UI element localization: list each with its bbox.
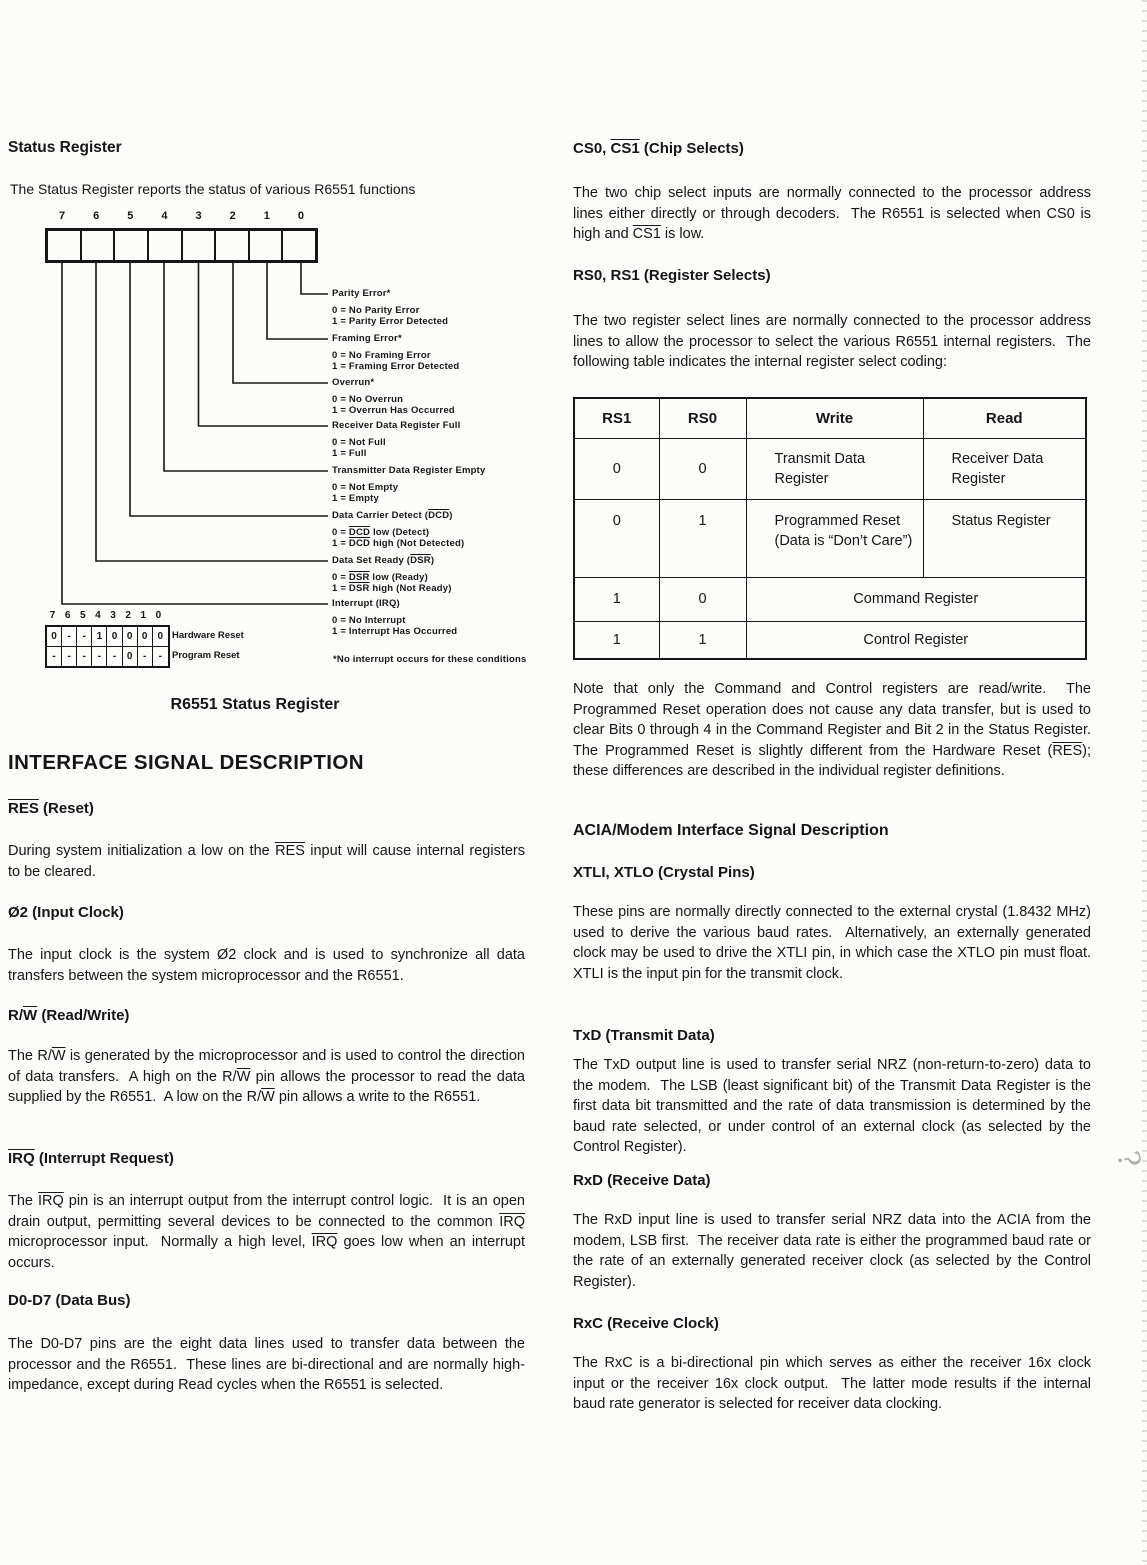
res-body: During system initialization a low on the $\overline{RES}$ input will cause internal registers to be cleared. bbox=[8, 843, 530, 880]
bit-label-name: Framing Error* bbox=[332, 333, 402, 344]
write-cell: Programmed Reset (Data is “Don’t Care”) bbox=[746, 499, 923, 577]
bit-label-value0: 0 = No Parity Error bbox=[332, 305, 420, 316]
register-select-table bbox=[573, 397, 1087, 660]
status-register-heading: Status Register bbox=[8, 139, 122, 156]
txd-body: The TxD output line is used to transfer serial NRZ (non-return-to-zero) data to the modem. The LSB (least significant bit) of the Transmit Data Register is the first data bit transmitted and the rate of data transmission is determined by the baud rate selected, or under control of an external clock (as selected by the Control Register). bbox=[573, 1057, 1096, 1156]
res-heading: $\overline{RES}$ (Reset) bbox=[8, 800, 94, 817]
hw-reset-b3: 0 bbox=[107, 627, 122, 646]
command-register-cell: Command Register bbox=[746, 577, 1086, 621]
hardware-reset-row bbox=[47, 627, 168, 647]
rs0-cell: 1 bbox=[659, 621, 746, 659]
bit-label-value1: $1 = \overline{DSR}$ high (Not Ready) bbox=[332, 583, 452, 594]
status-register-intro: The Status Register reports the status of various R6551 functions bbox=[10, 181, 416, 197]
bit-label-value1: 1 = Framing Error Detected bbox=[332, 361, 460, 372]
bit0-parity-error-label bbox=[332, 288, 448, 327]
bit-label-name: Data Set Ready $(\overline{DSR})$ bbox=[332, 555, 435, 566]
bit-label-value0: 0 = No Interrupt bbox=[332, 615, 406, 626]
status-register-box bbox=[45, 228, 318, 263]
bit-label-value1: 1 = Overrun Has Occurred bbox=[332, 405, 455, 416]
write-cell: Transmit Data Register bbox=[746, 438, 923, 499]
read-cell: Receiver Data Register bbox=[923, 438, 1086, 499]
register-bit-cell-3 bbox=[183, 231, 217, 260]
pg-reset-b2: 0 bbox=[123, 647, 138, 666]
hw-reset-b4: 1 bbox=[92, 627, 107, 646]
reset-table-bit-numbers bbox=[45, 610, 166, 621]
bit6-dsr-label bbox=[332, 555, 452, 594]
pg-reset-b5: - bbox=[77, 647, 92, 666]
bit-label-value0: $0 = \overline{DCD}$ low (Detect) bbox=[332, 527, 430, 538]
bit-number-1: 1 bbox=[263, 210, 270, 222]
bit-label-value0: 0 = Not Full bbox=[332, 437, 386, 448]
pg-reset-b7: - bbox=[47, 647, 62, 666]
bit-number-6: 6 bbox=[93, 210, 100, 222]
bit-label-name: Interrupt (IRQ) bbox=[332, 598, 400, 609]
bit-label-name: Receiver Data Register Full bbox=[332, 420, 461, 431]
bit-number-4: 4 bbox=[161, 210, 168, 222]
rxd-heading: RxD (Receive Data) bbox=[573, 1172, 711, 1189]
bit-number-5: 5 bbox=[127, 210, 134, 222]
register-bit-cell-7 bbox=[48, 231, 82, 260]
txd-heading: TxD (Transmit Data) bbox=[573, 1027, 715, 1044]
hw-reset-b7: 0 bbox=[47, 627, 62, 646]
register-bit-cell-5 bbox=[115, 231, 149, 260]
program-reset-label: Program Reset bbox=[172, 650, 240, 661]
register-bit-cell-6 bbox=[82, 231, 116, 260]
diagram-caption: R6551 Status Register bbox=[170, 696, 340, 713]
acia-modem-heading: ACIA/Modem Interface Signal Description bbox=[573, 822, 889, 839]
rs0-cell: 1 bbox=[659, 499, 746, 577]
register-selects-body: The two register select lines are normally connected to the processor address lines to allow the processor to select the various R6551 internal registers. The following table indicates the internal register select coding: bbox=[573, 313, 1096, 371]
bit-number-2: 2 bbox=[229, 210, 236, 222]
interface-signal-heading: INTERFACE SIGNAL DESCRIPTION bbox=[8, 751, 364, 774]
rxc-heading: RxC (Receive Clock) bbox=[573, 1315, 719, 1332]
input-clock-heading: Ø2 (Input Clock) bbox=[8, 904, 124, 921]
table-row-11 bbox=[574, 621, 1086, 659]
bit-label-value1: 1 = Empty bbox=[332, 493, 379, 504]
hardware-reset-label: Hardware Reset bbox=[172, 630, 244, 641]
scan-edge-noise bbox=[1142, 0, 1147, 1565]
crystal-pins-body: These pins are normally directly connected to the external crystal (1.8432 MHz) used to derive the various baud rates. Alternatively, an externally generated clock may be used to drive the XTLI pin, in which case the XTLO pin must float. XTLI is the input pin for the transmit clock. bbox=[573, 904, 1100, 982]
reset-bit-6: 6 bbox=[64, 610, 71, 621]
pg-reset-b6: - bbox=[62, 647, 77, 666]
no-interrupt-footnote: *No interrupt occurs for these conditions bbox=[333, 654, 527, 665]
bit1-framing-error-label bbox=[332, 333, 459, 372]
rs1-cell: 0 bbox=[574, 499, 659, 577]
register-bit-cell-0 bbox=[283, 231, 315, 260]
bit-label-value0: $0 = \overline{DSR}$ low (Ready) bbox=[332, 572, 428, 583]
read-write-heading: $R/\overline{W}$ (Read/Write) bbox=[8, 1007, 130, 1024]
crystal-pins-heading: XTLI, XTLO (Crystal Pins) bbox=[573, 864, 755, 881]
hw-reset-b6: - bbox=[62, 627, 77, 646]
bit-label-name: Data Carrier Detect $(\overline{DCD})$ bbox=[332, 510, 453, 521]
register-bit-cell-4 bbox=[149, 231, 183, 260]
reset-bit-5: 5 bbox=[80, 610, 86, 621]
irq-body: The $\overline{IRQ}$ pin is an interrupt output from the interrupt control logic. It is an open drain output, permitting several devices to be connected to the common $\overline{IRQ}$ microprocessor input. Normally a high level, $\overline{IRQ}$ goes low when an interrupt occurs. bbox=[8, 1193, 530, 1271]
reset-bit-0: 0 bbox=[155, 610, 162, 621]
reset-bit-4: 4 bbox=[95, 610, 101, 621]
table-note-body: Note that only the Command and Control registers are read/write. The Programmed Reset operation does not cause any data transfer, but is used to clear Bits 0 through 4 in the Command Register and Bit 2 in the Status Register. The Programmed Reset is slightly different from the Hardware Reset $(\overline{RES})$; these differences are described in the individual register definitions. bbox=[573, 681, 1100, 780]
col-header-rs0: RS0 bbox=[659, 398, 746, 438]
chip-selects-heading: CS0, CS1 (Chip Selects) bbox=[573, 140, 744, 157]
bit-label-name: Overrun* bbox=[332, 377, 375, 388]
bit5-dcd-label bbox=[332, 510, 464, 549]
bit-fanout-lines bbox=[0, 263, 340, 613]
table-row-01 bbox=[574, 499, 1086, 577]
rxc-body: The RxC is a bi-directional pin which serves as either the receiver 16x clock input or the receiver 16x clock output. The latter mode results if the internal baud rate generator is selected for receiver data clocking. bbox=[573, 1355, 1096, 1413]
table-row-10 bbox=[574, 577, 1086, 621]
bit3-receiver-full-label bbox=[332, 420, 460, 459]
rs0-cell: 0 bbox=[659, 577, 746, 621]
data-bus-body: The D0-D7 pins are the eight data lines used to transfer data between the processor and the R6551. These lines are bi-directional and are normally high-impedance, except during Read cycles when the R6551 is selected. bbox=[8, 1336, 530, 1394]
bit4-transmitter-empty-label bbox=[332, 465, 486, 504]
register-bit-cell-1 bbox=[250, 231, 284, 260]
pg-reset-b1: - bbox=[138, 647, 153, 666]
bit-number-7: 7 bbox=[59, 210, 66, 222]
reset-bit-2: 2 bbox=[125, 610, 131, 621]
bit-label-value1: 1 = Full bbox=[332, 448, 367, 459]
pg-reset-b4: - bbox=[92, 647, 107, 666]
reset-bit-3: 3 bbox=[110, 610, 116, 621]
data-bus-heading: D0-D7 (Data Bus) bbox=[8, 1292, 131, 1309]
reset-bit-1: 1 bbox=[140, 610, 147, 621]
status-bit-numbers bbox=[45, 210, 318, 222]
col-header-write: Write bbox=[746, 398, 923, 438]
bit7-interrupt-label bbox=[332, 598, 457, 637]
bit-label-value1: $1 = \overline{DCD}$ high (Not Detected) bbox=[332, 538, 465, 549]
pg-reset-b0: - bbox=[158, 651, 162, 662]
bit-label-name: Transmitter Data Register Empty bbox=[332, 465, 486, 476]
hw-reset-b1: 0 bbox=[138, 627, 153, 646]
rs0-cell: 0 bbox=[659, 438, 746, 499]
rxd-body: The RxD input line is used to transfer serial NRZ data into the ACIA from the modem, LSB first. The receiver data rate is either the programmed baud rate or the rate of an externally generated receiver clock (as selected by the Control Register). bbox=[573, 1212, 1096, 1290]
register-selects-heading: RS0, RS1 (Register Selects) bbox=[573, 267, 771, 284]
bit-label-value0: 0 = Not Empty bbox=[332, 482, 399, 493]
pg-reset-b3: - bbox=[107, 647, 122, 666]
col-header-rs1: RS1 bbox=[574, 398, 659, 438]
bit-label-value1: 1 = Interrupt Has Occurred bbox=[332, 626, 458, 637]
read-write-body: The $R/\overline{W}$ is generated by the microprocessor and is used to control the direction of data transfers. A high on the $R/\overline{W}$ pin allows the processor to read the data supplied by the R6551. A low on the $R/\overline{W}$ pin allows a write to the R6551. bbox=[8, 1048, 530, 1106]
bit-number-3: 3 bbox=[195, 210, 202, 222]
bit2-overrun-label bbox=[332, 377, 455, 416]
register-bit-cell-2 bbox=[216, 231, 250, 260]
read-cell: Status Register bbox=[923, 499, 1086, 577]
table-row-00 bbox=[574, 438, 1086, 499]
reset-values-grid bbox=[45, 625, 170, 668]
reset-bit-7: 7 bbox=[49, 610, 56, 621]
hw-reset-b5: - bbox=[77, 627, 92, 646]
bit-label-value0: 0 = No Framing Error bbox=[332, 350, 431, 361]
pencil-question-mark-artifact: ? bbox=[1109, 1147, 1147, 1172]
bit-number-0: 0 bbox=[297, 210, 304, 222]
col-header-read: Read bbox=[923, 398, 1086, 438]
bit-label-name: Parity Error* bbox=[332, 288, 391, 299]
table-header-row bbox=[574, 398, 1086, 438]
program-reset-row bbox=[47, 647, 168, 666]
bit-label-value0: 0 = No Overrun bbox=[332, 394, 404, 405]
chip-selects-body: The two chip select inputs are normally connected to the processor address lines either directly or through decoders. The R6551 is selected when CS0 is high and CS1 is low. bbox=[573, 185, 1096, 243]
hw-reset-b2: 0 bbox=[123, 627, 138, 646]
input-clock-body: The input clock is the system Ø2 clock and is used to synchronize all data transfers between the system microprocessor and the R6551. bbox=[8, 947, 530, 984]
rs1-cell: 1 bbox=[574, 577, 659, 621]
irq-heading: $\overline{IRQ}$ (Interrupt Request) bbox=[8, 1150, 174, 1167]
rs1-cell: 1 bbox=[574, 621, 659, 659]
bit-label-value1: 1 = Parity Error Detected bbox=[332, 316, 449, 327]
hw-reset-b0: 0 bbox=[157, 631, 164, 642]
control-register-cell: Control Register bbox=[746, 621, 1086, 659]
rs1-cell: 0 bbox=[574, 438, 659, 499]
